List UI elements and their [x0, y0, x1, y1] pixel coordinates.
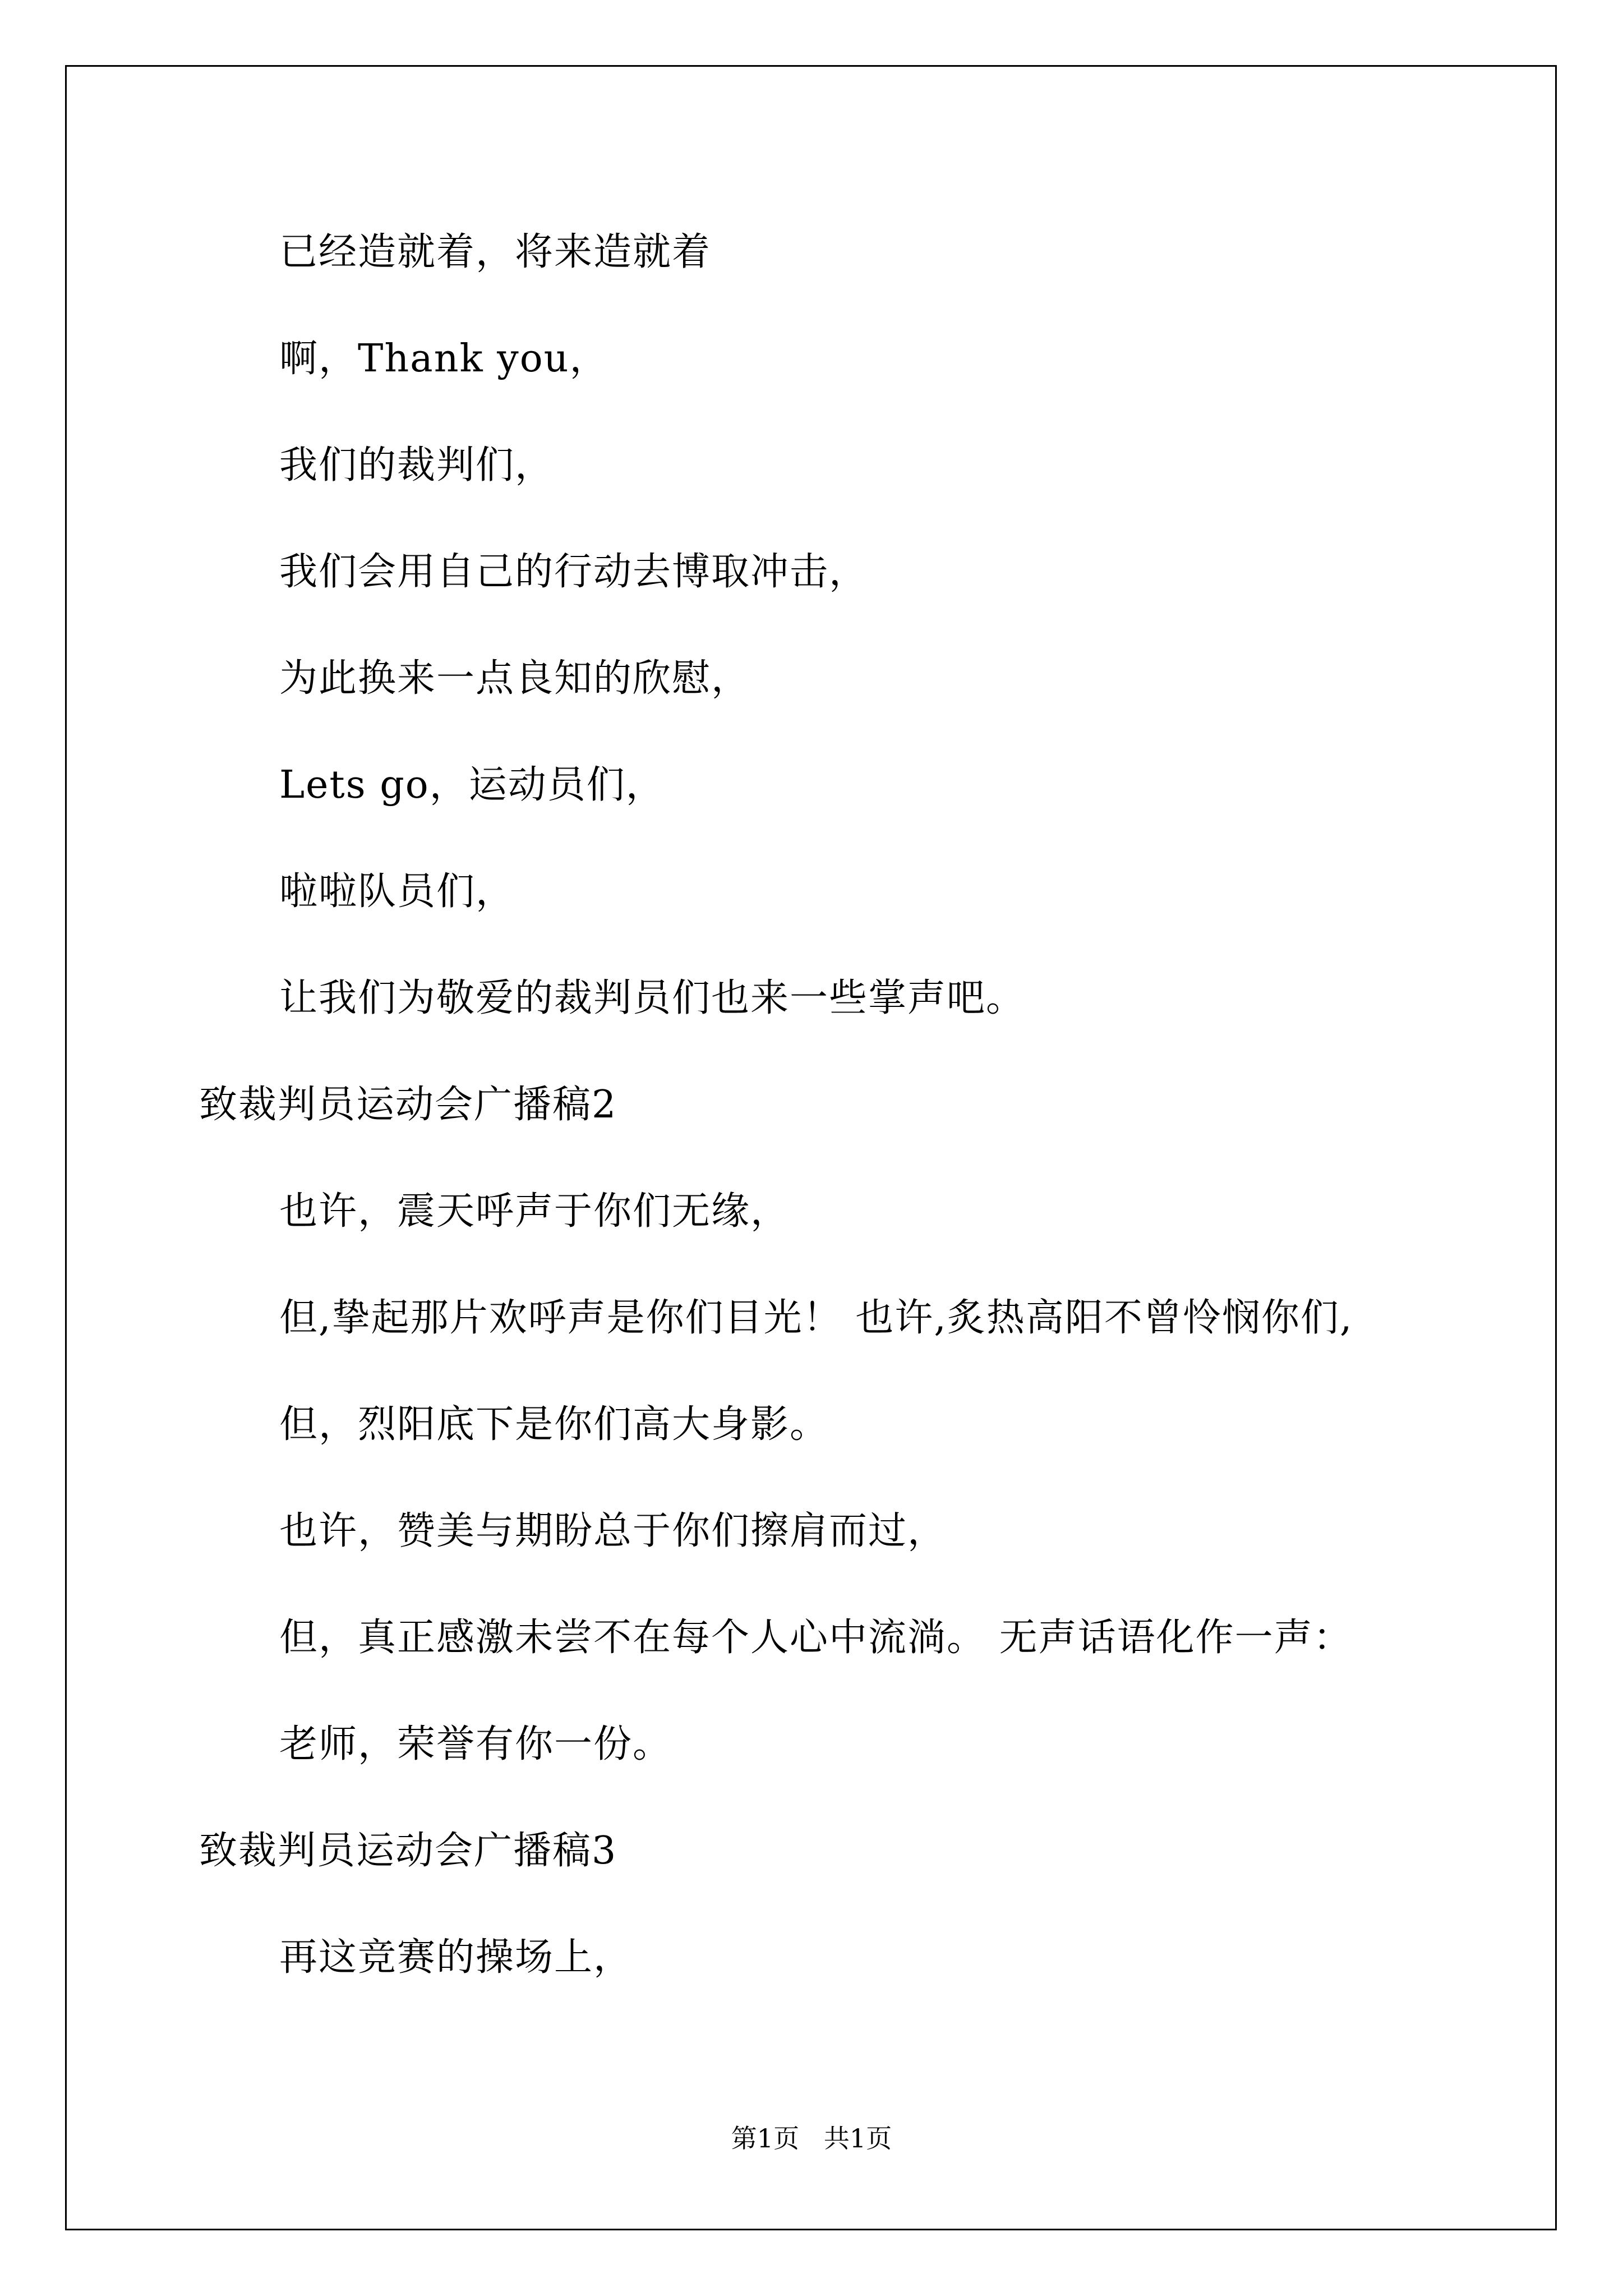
section-heading: 致裁判员运动会广播稿2	[199, 1083, 617, 1127]
paragraph-line: 让我们为敬爱的裁判员们也来一些掌声吧。	[279, 976, 1026, 1020]
paragraph-line: 也许，赞美与期盼总于你们擦肩而过，	[279, 1509, 947, 1553]
paragraph-line: 再这竞赛的操场上，	[279, 1935, 633, 1980]
paragraph-line: 老师，荣誉有你一份。	[279, 1722, 672, 1766]
paragraph-line: 也许，震天呼声于你们无缘，	[279, 1189, 790, 1234]
paragraph-line: 已经造就着，将来造就着	[279, 230, 712, 274]
page-border	[65, 65, 1557, 2230]
page-footer: 第1页 共1页	[731, 2123, 892, 2154]
paragraph-line: 为此换来一点良知的欣慰，	[279, 656, 751, 701]
section-heading: 致裁判员运动会广播稿3	[199, 1829, 617, 1873]
paragraph-line: 但,挚起那片欢呼声是你们目光！ 也许,炙热高阳不曾怜悯你们,	[279, 1296, 1353, 1340]
paragraph-line: 但，真正感激未尝不在每个人心中流淌。 无声话语化作一声：	[279, 1616, 1353, 1660]
paragraph-line: 但，烈阳底下是你们高大身影。	[279, 1402, 829, 1447]
paragraph-line: 啊，Thank you，	[279, 337, 609, 381]
paragraph-line: 我们的裁判们，	[279, 443, 555, 487]
paragraph-line: 我们会用自己的行动去博取冲击，	[279, 550, 869, 594]
paragraph-line: Lets go，运动员们，	[279, 763, 665, 807]
paragraph-line: 啦啦队员们，	[279, 869, 515, 914]
